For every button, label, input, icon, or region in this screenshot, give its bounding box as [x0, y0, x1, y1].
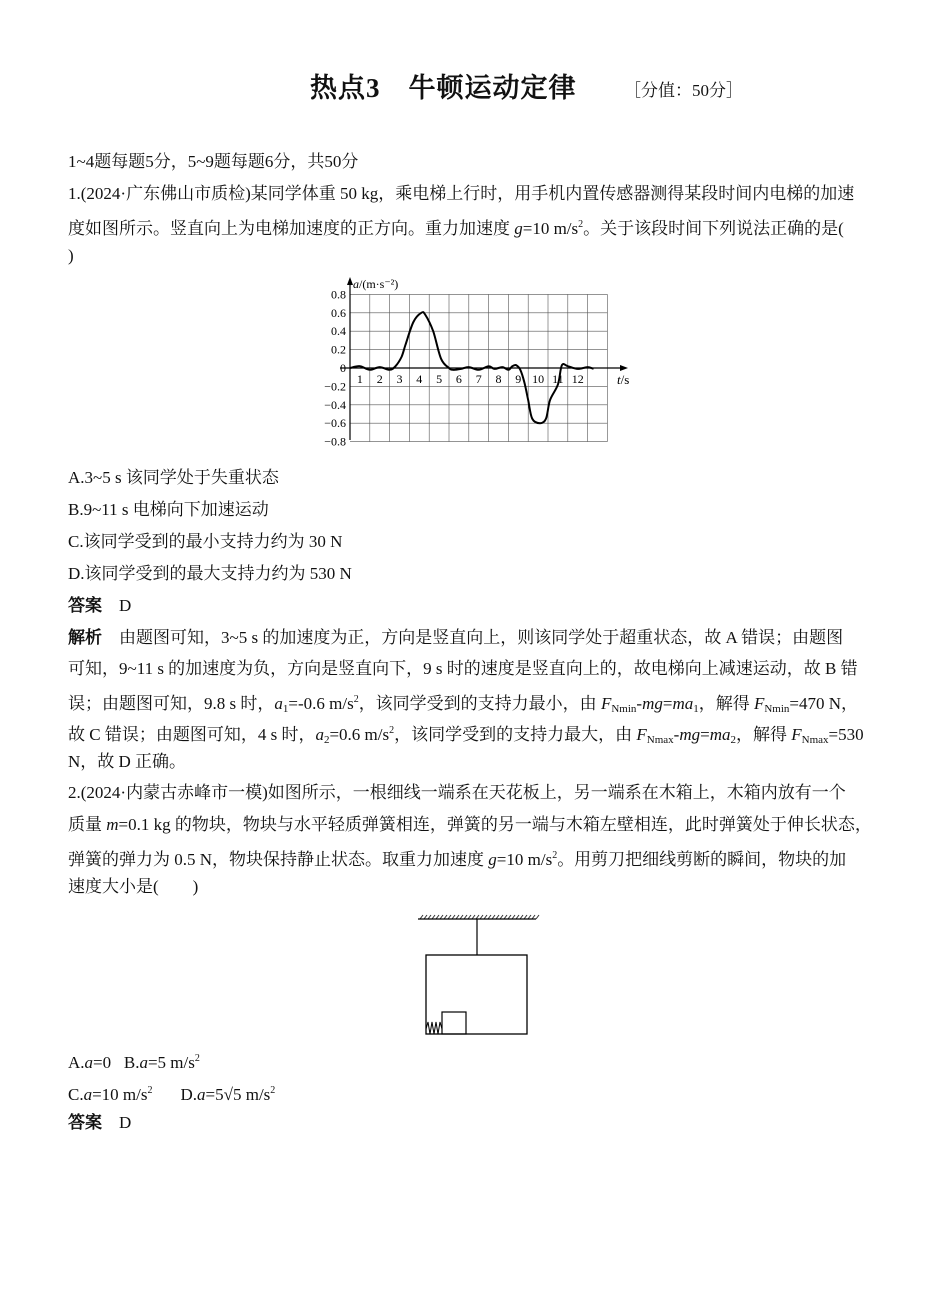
- opt-value: =10 m/s: [92, 1085, 148, 1104]
- answer-label: 答案: [68, 1113, 102, 1132]
- f-var: F: [636, 725, 647, 744]
- y-tick-label: −0.2: [324, 379, 346, 394]
- q2-options-ab: [68, 1049, 898, 1073]
- ma-var: ma: [672, 694, 694, 713]
- analysis-text: ，该同学受到的支持力最小，由: [358, 694, 601, 713]
- q1-option-a: A.3~5 s 该同学处于失重状态: [68, 468, 279, 487]
- x-tick-label: 8: [495, 372, 502, 386]
- sup-2: 2: [552, 850, 558, 861]
- y-tick-label: −0.8: [324, 434, 346, 449]
- x-tick-label: 12: [571, 372, 584, 386]
- y-tick-labels: [324, 287, 346, 448]
- ceiling: [418, 915, 539, 919]
- analysis-text: -: [673, 725, 680, 744]
- x-tick-label: 3: [396, 372, 403, 386]
- analysis-text: 误；由题图可知，9.8 s 时，: [68, 694, 275, 713]
- sub-1: 1: [693, 703, 699, 715]
- analysis-text: -: [636, 694, 643, 713]
- x-tick-label: 6: [455, 372, 462, 386]
- q2-answer-row: [68, 1113, 898, 1133]
- y-tick-label: 0.2: [331, 342, 346, 357]
- block: [442, 1012, 466, 1034]
- analysis-text: =530: [828, 725, 864, 744]
- title-row: [0, 66, 950, 106]
- x-tick-label: 10: [532, 372, 545, 386]
- y-tick-label: −0.6: [324, 416, 346, 431]
- g-var: g: [488, 850, 497, 869]
- chart-axes: [340, 277, 628, 440]
- q2-answer: D: [119, 1113, 132, 1132]
- g-var: g: [514, 219, 523, 238]
- opt-letter: A.: [68, 1053, 85, 1072]
- q1-analysis-line5: N，故 D 正确。: [68, 752, 187, 771]
- analysis-text: =0.6 m/s: [329, 725, 390, 744]
- q1-stem-line2: [68, 215, 898, 239]
- q1-stem-text: 度如图所示。竖直向上为电梯加速度的正方向。重力加速度: [68, 219, 515, 238]
- x-tick-label: 7: [475, 372, 482, 386]
- sup-2: 2: [270, 1085, 276, 1096]
- m-var: m: [106, 815, 119, 834]
- sub-nmin: Nmin: [764, 703, 790, 715]
- opt-letter: B.: [123, 1053, 140, 1072]
- y-tick-label: 0.4: [331, 324, 346, 339]
- sup-2: 2: [389, 725, 395, 736]
- x-tick-label: 4: [416, 372, 423, 386]
- a-var: a: [139, 1053, 148, 1072]
- q2-text: =0.1 kg 的物块，物块与水平轻质弹簧相连，弹簧的另一端与木箱左壁相连，此时弹簧处于伸长状态，: [118, 815, 872, 834]
- hatch-line: [536, 915, 539, 919]
- analysis-text: ，解得: [735, 725, 792, 744]
- sub-nmax: Nmax: [646, 734, 674, 746]
- q1-analysis-line3: [68, 690, 898, 719]
- mg-var: mg: [679, 725, 701, 744]
- q1-stem-text: 。关于该段时间下列说法正确的是(: [583, 219, 844, 238]
- q1-analysis-line4: [68, 721, 898, 750]
- analysis-text: =: [662, 694, 673, 713]
- x-tick-label: 11: [552, 372, 564, 386]
- opt-unit: m/s: [241, 1085, 271, 1104]
- spring: [426, 1022, 442, 1034]
- x-tick-label: 9: [515, 372, 522, 386]
- q2-stem-line1: 2.(2024·内蒙古赤峰市一模)如图所示，一根细线一端系在天花板上，另一端系在木箱上，木箱内放有一个: [68, 783, 846, 802]
- f-var: F: [791, 725, 802, 744]
- analysis-text: 故 C 错误；由题图可知，4 s 时，: [68, 725, 316, 744]
- acceleration-chart: [310, 274, 640, 456]
- q1-answer-row: [68, 596, 898, 616]
- q1-stem-line3: ): [68, 246, 74, 265]
- q2-text: 。用剪刀把细线剪断的瞬间，物块的加: [557, 850, 847, 869]
- page-title: 热点3 牛顿运动定律: [310, 73, 577, 103]
- opt-value: =0: [93, 1053, 112, 1072]
- x-tick-label: 5: [436, 372, 443, 386]
- a-var: a: [197, 1085, 206, 1104]
- a-var: a: [84, 1053, 94, 1072]
- q1-analysis-line2: 可知，9~11 s 的加速度为负，方向是竖直向下，9 s 时的速度是竖直向上的，故电梯向上减速运动，故 B 错: [68, 659, 858, 678]
- q2-options-cd: [68, 1081, 898, 1105]
- analysis-text: ，该同学受到的支持力最大，由: [394, 725, 637, 744]
- sub-1: 1: [282, 703, 289, 715]
- q2-text: 质量: [68, 815, 107, 834]
- q2-text: =10 m/s: [496, 850, 553, 869]
- q1-g-value: =10 m/s: [522, 219, 579, 238]
- sup-2: 2: [147, 1085, 153, 1096]
- sup-2: 2: [353, 694, 359, 705]
- q2-text: 弹簧的弹力为 0.5 N，物块保持静止状态。取重力加速度: [68, 850, 489, 869]
- a-var: a: [315, 725, 324, 744]
- analysis-text: =-0.6 m/s: [288, 694, 354, 713]
- opt-letter: C.: [68, 1085, 84, 1104]
- sub-2: 2: [730, 734, 736, 746]
- sub-nmin: Nmin: [611, 703, 637, 715]
- analysis-text: =470 N，: [789, 694, 859, 713]
- intro-text: 1~4题每题5分，5~9题每题6分，共50分: [68, 152, 359, 171]
- box-spring-diagram: [414, 910, 544, 1040]
- mg-var: mg: [642, 694, 663, 713]
- sub-2: 2: [323, 734, 330, 746]
- q1-analysis-line1: [68, 628, 898, 648]
- a-var: a: [83, 1085, 93, 1104]
- y-tick-label: 0.6: [331, 305, 346, 320]
- q1-answer: D: [119, 596, 132, 615]
- q2-stem-line2: [68, 815, 898, 835]
- x-tick-labels: [357, 372, 584, 386]
- analysis-text: =: [700, 725, 710, 744]
- answer-label: 答案: [68, 596, 102, 615]
- y-tick-label: −0.4: [324, 397, 346, 412]
- analysis-text: 由题图可知，3~5 s 的加速度为正，方向是竖直向上，则该同学处于超重状态，故 A 错误；由题图: [119, 628, 844, 647]
- q1-option-c: C.该同学受到的最小支持力约为 30 N: [68, 532, 343, 551]
- opt-letter: D.: [180, 1085, 198, 1104]
- q1-option-d: D.该同学受到的最大支持力约为 530 N: [68, 564, 352, 583]
- q1-option-b: B.9~11 s 电梯向下加速运动: [68, 500, 269, 519]
- opt-value: =5 m/s: [147, 1053, 195, 1072]
- x-tick-label: 1: [356, 372, 363, 386]
- opt-value: =5: [205, 1085, 224, 1104]
- y-tick-label: 0.8: [331, 287, 346, 302]
- x-axis-label: t/s: [617, 372, 630, 387]
- q1-stem-line1: 1.(2024·广东佛山市质检)某同学体重 50 kg，乘电梯上行时，用手机内置传感器测得某段时间内电梯的加速: [68, 184, 855, 203]
- sqrt-symbol: √5: [223, 1085, 242, 1104]
- x-tick-label: 2: [376, 372, 383, 386]
- sub-nmax: Nmax: [801, 734, 829, 746]
- y-tick-label: 0: [340, 361, 346, 375]
- ma-var: ma: [709, 725, 731, 744]
- sup-2: 2: [578, 219, 584, 230]
- q2-stem-line4: 速度大小是( ): [68, 877, 199, 896]
- a-var: a: [274, 694, 283, 713]
- y-axis-label: a/(m·s⁻²): [353, 277, 399, 291]
- f-var: F: [600, 694, 612, 713]
- x-axis-arrow-icon: [620, 365, 628, 371]
- f-var: F: [753, 694, 765, 713]
- q2-stem-line3: [68, 846, 898, 870]
- sup-2: 2: [194, 1053, 200, 1064]
- wooden-box: [426, 955, 527, 1034]
- analysis-text: ，解得: [698, 694, 754, 713]
- analysis-label: 解析: [68, 628, 102, 647]
- score-label: ［分值：50分］: [624, 81, 743, 100]
